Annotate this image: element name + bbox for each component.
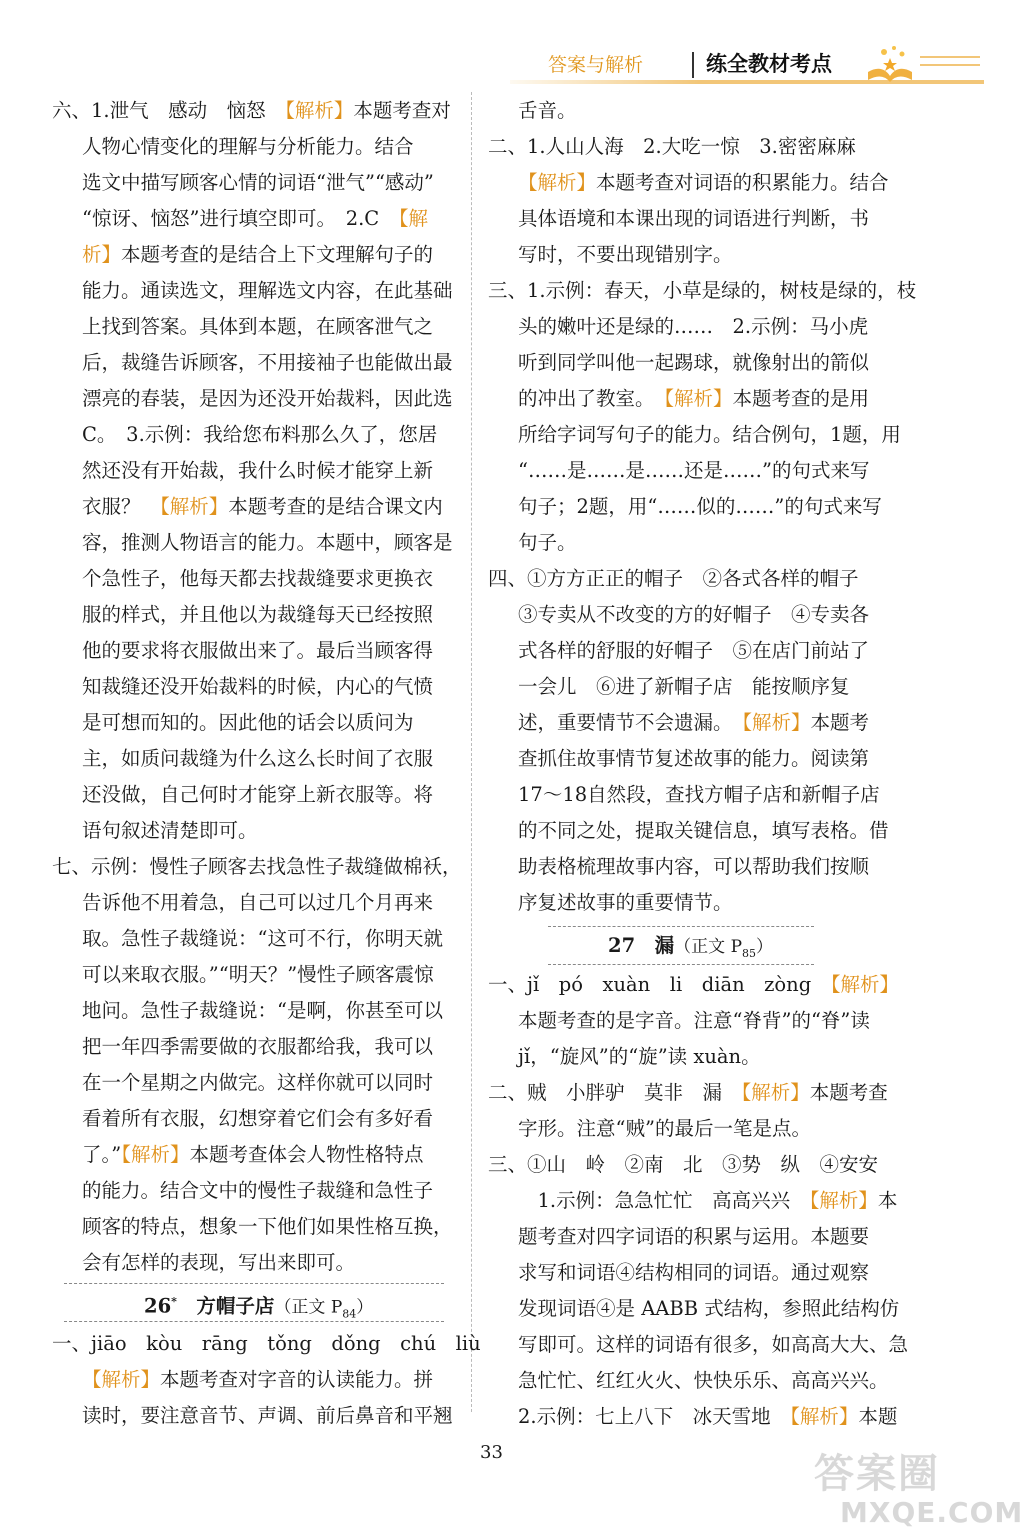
text-line: 容，推测人物语言的能力。本题中，顾客是 — [82, 531, 453, 554]
text-line: 读时，要注意音节、声调、前后鼻音和平翘 — [82, 1404, 453, 1427]
text-line: 所给字词写句子的能力。结合例句，1题，用 — [518, 423, 901, 446]
text-line: 能力。通读选文，理解选文内容，在此基础 — [82, 279, 453, 302]
analysis-tag: 【解析】 — [664, 387, 733, 410]
text-line: 1.示例：急急忙忙 高高兴兴 【解析】本 — [518, 1189, 898, 1212]
text-line: 上找到答案。具体到本题，在顾客泄气之 — [82, 315, 434, 338]
text-line: 本题考查的是字音。注意“脊背”的“脊”读 — [518, 1009, 870, 1032]
text-line: 七、示例：慢性子顾客去找急性子裁缝做棉袄， — [52, 855, 462, 878]
text-line: 查抓住故事情节复述故事的能力。阅读第 — [518, 747, 870, 770]
text-line: 然还没有开始裁，我什么时候才能穿上新 — [82, 459, 434, 482]
text-line: 17～18自然段，查找方帽子店和新帽子店 — [518, 783, 880, 806]
text-line: 的不同之处，提取关键信息，填写表格。借 — [518, 819, 889, 842]
text-line: 可以来取衣服。”“明天？”慢性子顾客震惊 — [82, 963, 434, 986]
text-line: 的能力。结合文中的慢性子裁缝和急性子 — [82, 1179, 434, 1202]
text-line: 知裁缝还没开始裁料的时候，内心的气愤 — [82, 675, 434, 698]
text-line: 【解析】本题考查对词语的积累能力。结合 — [518, 171, 889, 194]
text-line: 舌音。 — [518, 99, 577, 122]
analysis-tag: 【解析】 — [742, 711, 811, 734]
text-line: “惊讶、恼怒”进行填空即可。 2.C 【解 — [82, 207, 428, 230]
section-heading-27: 27 漏（正文 $P_{85}$） — [608, 934, 774, 960]
text-line: 漂亮的春装，是因为还没开始裁料，因此选 — [82, 387, 453, 410]
header-book-title: 练全教材考点 — [706, 52, 832, 76]
column-divider — [471, 92, 472, 1412]
text-line: 急忙忙、红红火火、快快乐乐、高高兴兴。 — [518, 1369, 889, 1392]
text-line: 字形。注意“贼”的最后一笔是点。 — [518, 1117, 811, 1140]
analysis-tag: 【解析】 — [790, 1405, 859, 1428]
watermark-url: MXQE.COM — [840, 1496, 1023, 1529]
text-line: 式各样的舒服的好帽子 ⑤在店门前站了 — [518, 639, 870, 662]
section-divider-bottom — [64, 1321, 444, 1322]
analysis-tag: 析】 — [82, 243, 122, 266]
text-line: 服的样式，并且他以为裁缝每天已经按照 — [82, 603, 434, 626]
text-line: 句子。 — [518, 531, 577, 554]
text-line: 他的要求将衣服做出来了。最后当顾客得 — [82, 639, 434, 662]
text-line: 听到同学叫他一起踢球，就像射出的箭似 — [518, 351, 870, 374]
text-line: ③专卖从不改变的方的好帽子 ④专卖各 — [518, 603, 870, 626]
section-divider-top — [548, 926, 814, 927]
text-line: 告诉他不用着急，自己可以过几个月再来 — [82, 891, 434, 914]
watermark-text: 答案圈 — [814, 1451, 940, 1497]
text-line: 主，如质问裁缝为什么这么长时间了衣服 — [82, 747, 434, 770]
text-line: 会有怎样的表现，写出来即可。 — [82, 1251, 356, 1274]
page-header — [500, 42, 984, 88]
analysis-tag: 【解析】 — [741, 1081, 810, 1104]
text-line: 一会儿 ⑥进了新帽子店 能按顺序复 — [518, 675, 850, 698]
analysis-tag: 【解析】 — [809, 1189, 878, 1212]
text-line: 述，重要情节不会遗漏。 【解析】本题考 — [518, 711, 870, 734]
analysis-tag: 【解析】 — [160, 495, 229, 518]
text-line: 求写和词语④结构相同的词语。通过观察 — [518, 1261, 870, 1284]
analysis-tag: 【解 — [398, 207, 428, 230]
text-line: “……是……是……还是……”的句式来写 — [518, 459, 870, 482]
text-line: C。 3.示例：我给您布料那么久了，您居 — [82, 423, 438, 446]
text-line: 题考查对四字词语的积累与运用。本题要 — [518, 1225, 870, 1248]
text-line: 四、①方方正正的帽子 ②各式各样的帽子 — [488, 567, 859, 590]
section-divider-bottom — [548, 964, 814, 965]
header-decor-lines — [920, 56, 980, 78]
watermark-logo — [800, 1440, 1023, 1536]
analysis-tag: 【解析】 — [82, 1368, 161, 1391]
text-line: 序复述故事的重要情节。 — [518, 891, 733, 914]
text-line: 写即可。这样的词语有很多，如高高大大、急 — [518, 1333, 909, 1356]
text-line: 二、1.人山人海 2.大吃一惊 3.密密麻麻 — [488, 135, 856, 158]
text-line: 把一年四季需要做的衣服都给我，我可以 — [82, 1035, 434, 1058]
text-line: 三、①山 岭 ②南 北 ③势 纵 ④安安 — [488, 1153, 879, 1176]
text-line: 了。”【解析】本题考查体会人物性格特点 — [82, 1143, 424, 1166]
text-line: 【解析】本题考查对字音的认读能力。拼 — [82, 1368, 434, 1391]
section-heading-26: 26* 方帽子店（正文 $P_{84}$） — [144, 1294, 374, 1321]
book-logo-icon — [860, 42, 920, 86]
text-line: 看着所有衣服，幻想穿着它们会有多好看 — [82, 1107, 434, 1130]
text-line: 人物心情变化的理解与分析能力。结合 — [82, 135, 414, 158]
text-line: 二、贼 小胖驴 莫非 漏 【解析】本题考查 — [488, 1081, 888, 1104]
text-line: 发现词语④是 AABB 式结构，参照此结构仿 — [518, 1297, 900, 1320]
text-line: 个急性子，他每天都去找裁缝要求更换衣 — [82, 567, 434, 590]
text-line: 2.示例：七上八下 冰天雪地 【解析】本题 — [518, 1405, 898, 1428]
analysis-tag: 【解析】 — [121, 1143, 190, 1166]
header-section-label: 答案与解析 — [548, 54, 644, 76]
text-line: 一、jǐ pó xuàn li diān zòng 【解析】 — [488, 973, 899, 996]
analysis-tag: 【解析】 — [285, 99, 354, 122]
text-line: 语句叙述清楚即可。 — [82, 819, 258, 842]
text-line: 顾客的特点，想象一下他们如果性格互换， — [82, 1215, 453, 1238]
analysis-tag: 【解析】 — [518, 171, 597, 194]
text-line: 写时，不要出现错别字。 — [518, 243, 733, 266]
text-line: 六、1.泄气 感动 恼怒 【解析】本题考查对 — [52, 99, 451, 122]
header-separator — [692, 52, 694, 78]
text-line: 析】本题考查的是结合上下文理解句子的 — [82, 243, 434, 266]
text-line: 头的嫩叶还是绿的…… 2.示例：马小虎 — [518, 315, 869, 338]
text-line: 三、1.示例：春天，小草是绿的，树枝是绿的，枝 — [488, 279, 917, 302]
page-number: 33 — [480, 1442, 503, 1463]
text-line: 具体语境和本课出现的词语进行判断，书 — [518, 207, 870, 230]
text-line: 在一个星期之内做完。这样你就可以同时 — [82, 1071, 434, 1094]
text-line: 后，裁缝告诉顾客，不用接袖子也能做出最 — [82, 351, 453, 374]
text-line: 选文中描写顾客心情的词语“泄气”“感动” — [82, 171, 434, 194]
text-line: 还没做，自己何时才能穿上新衣服等。将 — [82, 783, 434, 806]
text-line: 助表格梳理故事内容，可以帮助我们按顺 — [518, 855, 870, 878]
text-line: 取。急性子裁缝说：“这可不行，你明天就 — [82, 927, 443, 950]
text-line: 地问。急性子裁缝说：“是啊，你甚至可以 — [82, 999, 443, 1022]
text-line: 是可想而知的。因此他的话会以质问为 — [82, 711, 414, 734]
text-line: jǐ，“旋风”的“旋”读 xuàn。 — [518, 1045, 761, 1068]
text-line: 一、jiāo kòu rāng tǒng dǒng chú liù — [52, 1332, 481, 1355]
text-line: 的冲出了教室。 【解析】本题考查的是用 — [518, 387, 870, 410]
text-line: 衣服？ 【解析】本题考查的是结合课文内 — [82, 495, 443, 518]
analysis-tag: 【解析】 — [830, 973, 899, 996]
text-line: 句子；2题，用“……似的……”的句式来写 — [518, 495, 882, 518]
